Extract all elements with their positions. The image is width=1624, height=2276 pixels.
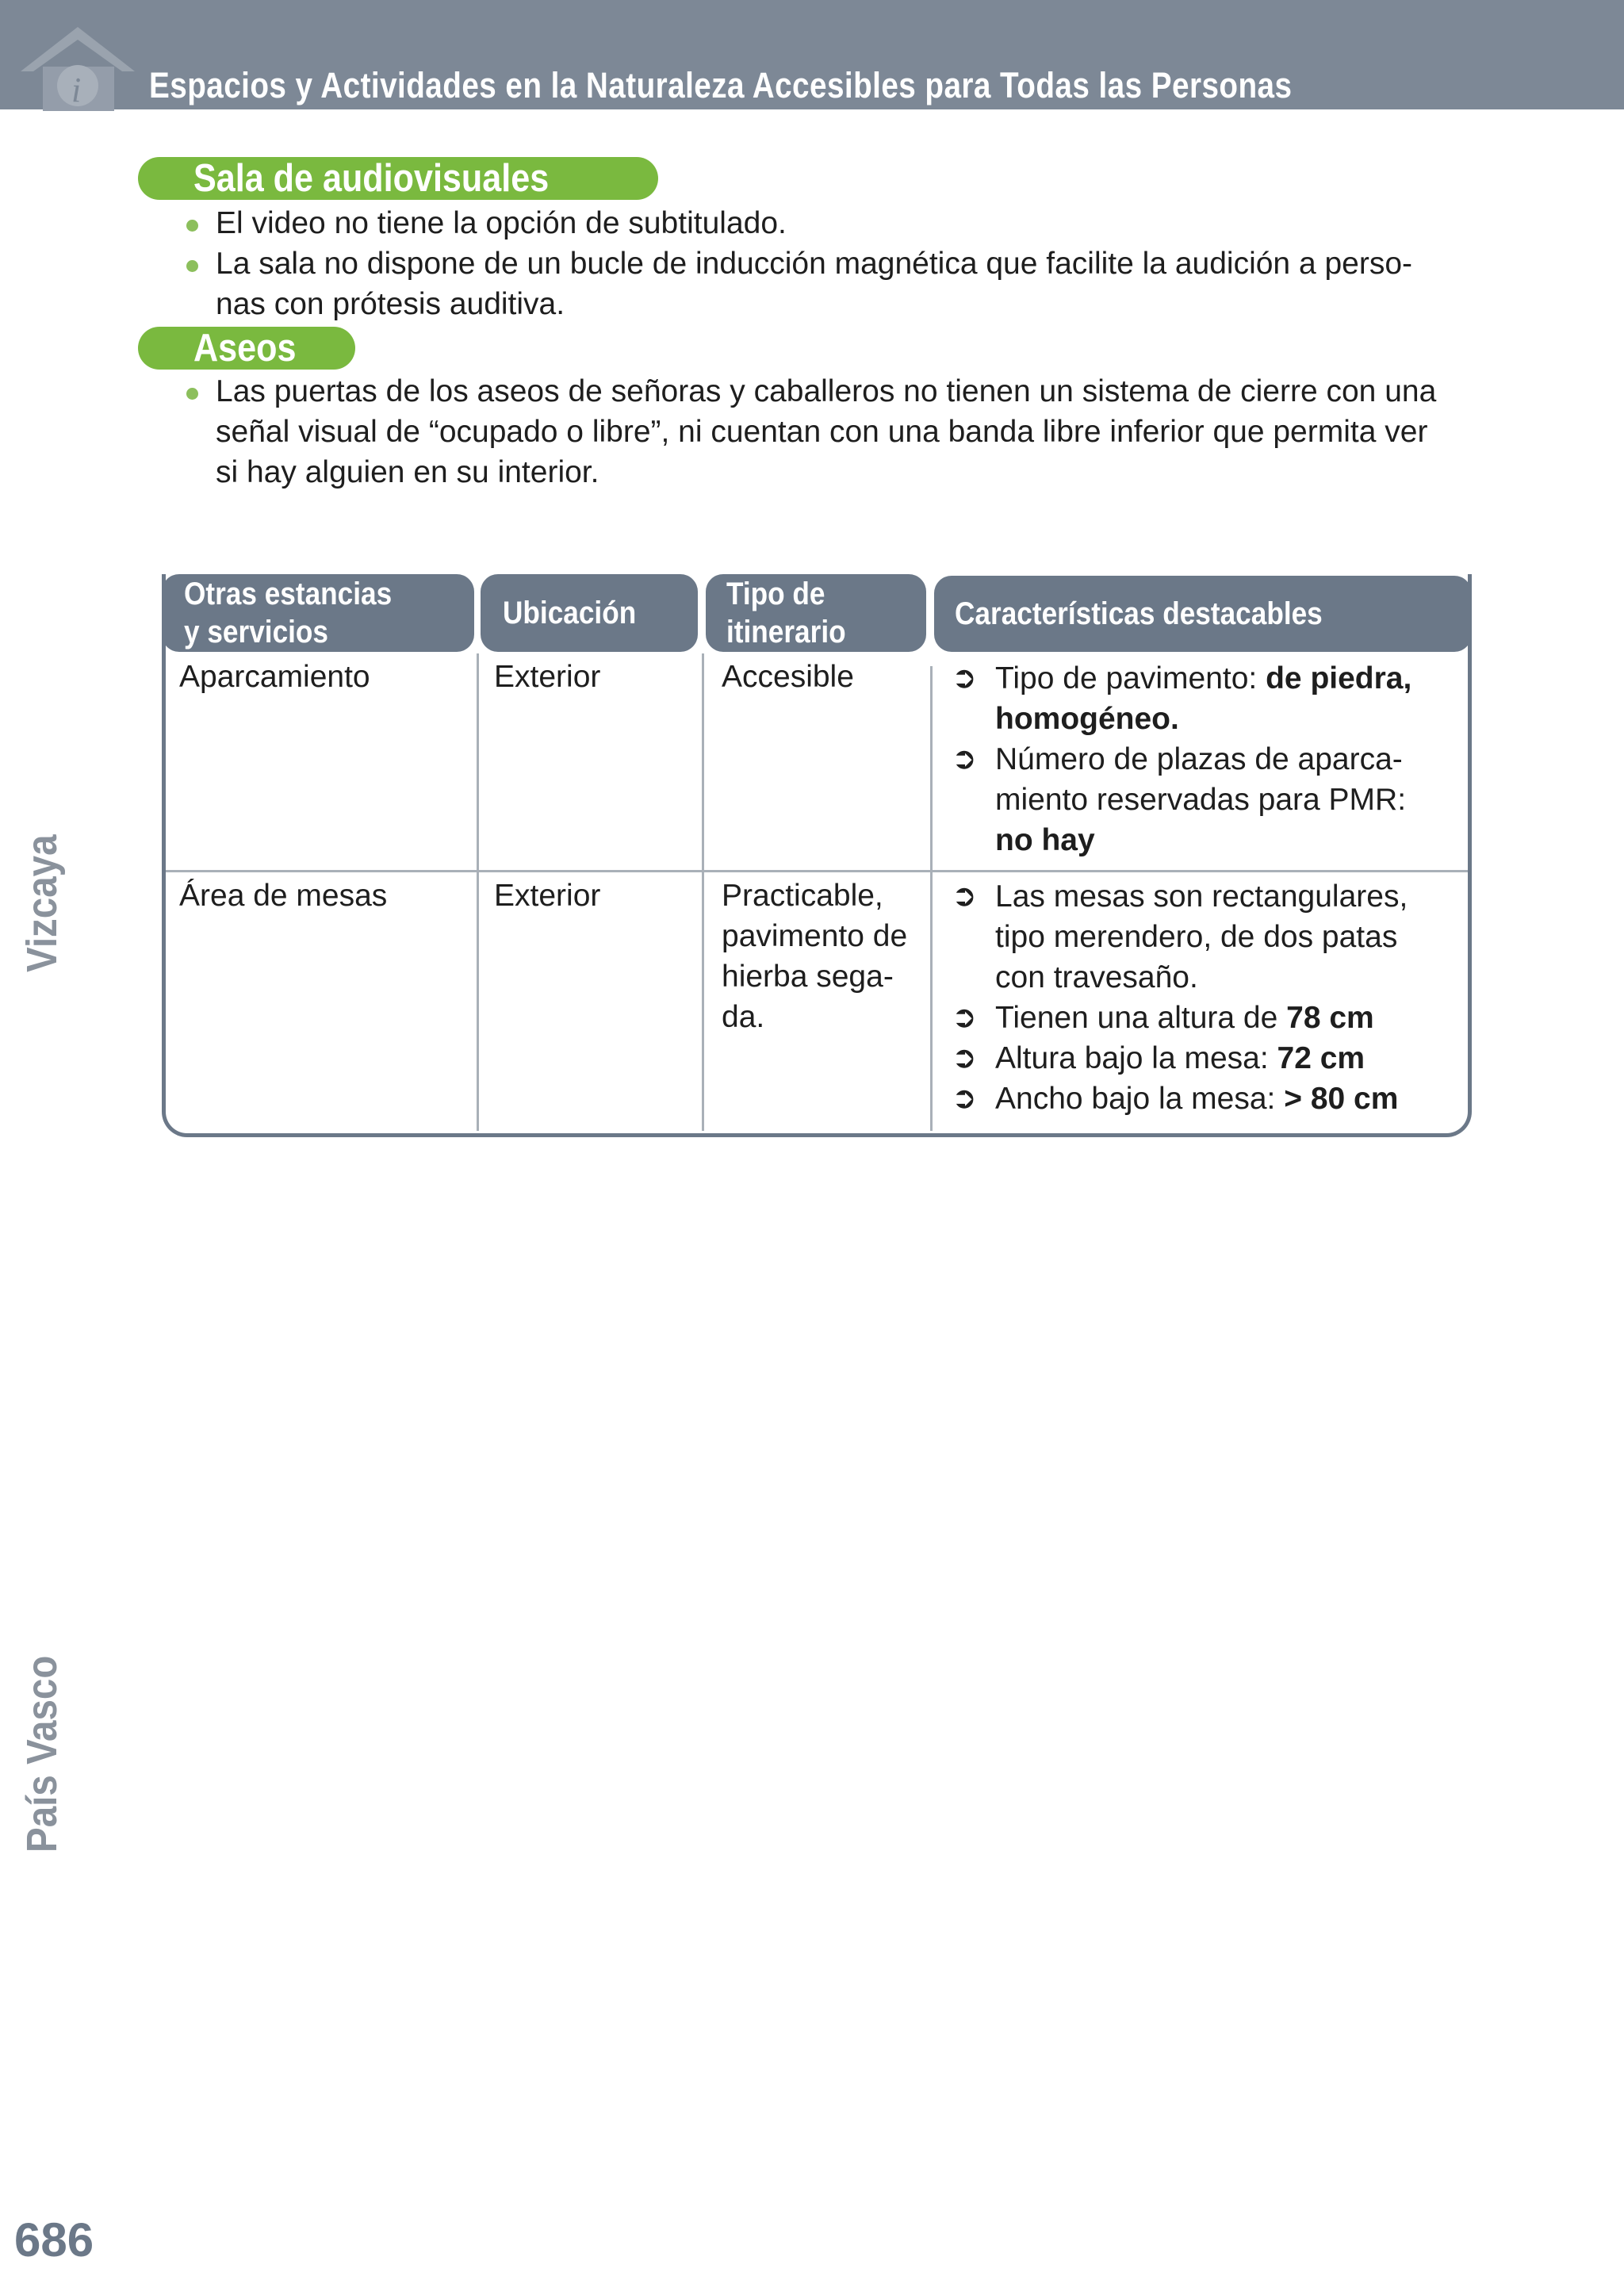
feature-item: ➲ Ancho bajo la mesa: > 80 cm [952, 1079, 1459, 1119]
feature-item: ➲ Altura bajo la mesa: 72 cm [952, 1038, 1459, 1079]
feature-item: ➲ Tienen una altura de 78 cm [952, 998, 1459, 1038]
table-header-itinerario: Tipo de itinerario [706, 574, 926, 652]
page-number: 686 [14, 2213, 94, 2266]
table-header-caracteristicas: Características destacables [934, 576, 1472, 652]
side-label-province: Vizcaya [18, 834, 66, 972]
arrow-icon: ➲ [952, 1041, 977, 1075]
list-item-continuation: nas con prótesis auditiva. [216, 287, 565, 321]
list-item: Las puertas de los aseos de señoras y caballeros no tienen un sistema de cierre con una [184, 371, 1484, 412]
arrow-icon: ➲ [952, 1001, 977, 1034]
list-item-continuation: si hay alguien en su interior. [216, 455, 599, 489]
arrow-icon: ➲ [952, 879, 977, 913]
list-item: La sala no dispone de un bucle de inducción magnética que facilite la audición a perso- [184, 243, 1484, 284]
side-label-region: País Vasco [18, 1655, 66, 1853]
section-title-aseos: Aseos [138, 327, 355, 370]
page-header-title: Espacios y Actividades en la Naturaleza Accesibles para Todas las Personas [149, 65, 1293, 105]
feature-item: ➲ Número de plazas de aparca- miento reservadas para PMR: no hay [952, 739, 1459, 860]
table-header-estancias: Otras estancias y servicios [162, 574, 474, 652]
arrow-icon: ➲ [952, 661, 977, 695]
audiovisuales-list [184, 203, 1484, 324]
table-cell-ubicacion: Exterior [494, 879, 601, 913]
arrow-icon: ➲ [952, 1082, 977, 1115]
section-title-audiovisuales: Sala de audiovisuales [138, 157, 658, 200]
row-divider [166, 870, 1468, 872]
column-divider [930, 666, 933, 1131]
list-item-continuation: señal visual de “ocupado o libre”, ni cuentan con una banda libre inferior que permita ver [216, 415, 1428, 449]
list-item: El video no tiene la opción de subtitulado. [184, 203, 1484, 243]
arrow-icon: ➲ [952, 742, 977, 776]
feature-item: ➲ Tipo de pavimento: de piedra, homogéneo. [952, 658, 1459, 739]
column-divider [477, 653, 479, 1131]
house-info-icon [14, 22, 141, 111]
features-list [952, 876, 1459, 1119]
table-cell-estancia: Área de mesas [179, 879, 388, 913]
table-cell-ubicacion: Exterior [494, 660, 601, 694]
page-header [0, 0, 1624, 109]
features-list [952, 658, 1459, 860]
table-header-ubicacion: Ubicación [481, 574, 698, 652]
feature-item: ➲ Las mesas son rectangulares, tipo merendero, de dos patas con travesaño. [952, 876, 1459, 998]
column-divider [702, 653, 704, 1131]
table-cell-itinerario: Accesible [722, 660, 854, 694]
table-cell-estancia: Aparcamiento [179, 660, 370, 694]
aseos-list [184, 371, 1484, 492]
table-cell-itinerario: Practicable, pavimento de hierba sega- da. [722, 879, 908, 1034]
svg-text:i: i [71, 71, 82, 109]
